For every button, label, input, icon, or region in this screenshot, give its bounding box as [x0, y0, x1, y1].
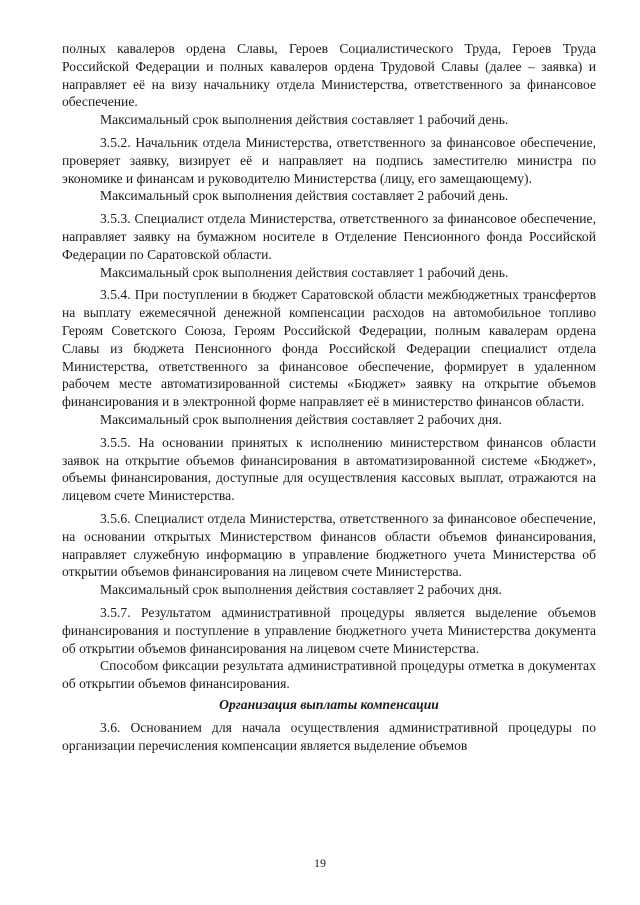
- paragraph-3-5-7: 3.5.7. Результатом административной процедуры является выделение объемов финансирования и поступление в управление бюджетного учета Министерства документа об открытии объемов финансирования на лицевом счете Министерства.: [62, 604, 596, 656]
- paragraph-fixation: Способом фиксации результата административной процедуры отметка в документах об открытии объемов финансирования.: [62, 658, 596, 692]
- paragraph-deadline-5: Максимальный срок выполнения действия составляет 2 рабочих дня.: [100, 582, 502, 598]
- paragraph-deadline-3: Максимальный срок выполнения действия составляет 1 рабочий день.: [100, 264, 509, 280]
- paragraph-continuation: полных кавалеров ордена Славы, Героев Социалистического Труда, Героев Труда Российской Федерации и полных кавалеров ордена Трудовой Славы (далее – заявка) и направляет её на визу начальнику отдела Министерства, ответственного за финансовое обеспечение.: [62, 41, 596, 110]
- paragraph-3-6: 3.6. Основанием для начала осуществления административной процедуры по организации перечисления компенсации является выделение объемов: [62, 719, 596, 753]
- paragraph-3-5-4: 3.5.4. При поступлении в бюджет Саратовской области межбюджетных трансфертов на выплату ежемесячной денежной компенсации расходов на автомобильное топливо Героям Советского Союза, Героям Российской Федерации, полным кавалерам ордена Славы из бюджета Пенсионного фонда Российской Федерации специалист отдела Министерства, ответственного за финансовое обеспечение, формирует в удаленном рабочем месте автоматизированной системы «Бюджет» заявку на открытие объемов финансирования и в электронной форме направляет её в министерство финансов области.: [62, 287, 596, 410]
- paragraph-3-5-3: 3.5.3. Специалист отдела Министерства, ответственного за финансовое обеспечение, направляет заявку на бумажном носителе в Отделение Пенсионного фонда Российской Федерации по Саратовской области.: [62, 211, 596, 262]
- section-heading: Организация выплаты компенсации: [219, 696, 439, 712]
- document-page: [62, 40, 596, 754]
- paragraph-3-5-2: 3.5.2. Начальник отдела Министерства, ответственного за финансовое обеспечение, проверяет заявку, визирует её и направляет на подпись заместителю министра по экономике и финансам и руководителю Министерства (лицу, его замещающему).: [62, 134, 596, 186]
- paragraph-deadline-2: Максимальный срок выполнения действия составляет 2 рабочий день.: [100, 188, 509, 204]
- page-number: 19: [314, 856, 326, 870]
- paragraph-3-5-5: 3.5.5. На основании принятых к исполнению министерством финансов области заявок на открытие объемов финансирования в автоматизированной системе «Бюджет», объемы финансирования, доступные для осуществления кассовых выплат, отражаются на лицевом счете Министерства.: [62, 434, 596, 504]
- paragraph-deadline-1: Максимальный срок выполнения действия составляет 1 рабочий день.: [100, 112, 509, 128]
- paragraph-deadline-4: Максимальный срок выполнения действия составляет 2 рабочих дня.: [100, 411, 502, 427]
- paragraph-3-5-6: 3.5.6. Специалист отдела Министерства, ответственного за финансовое обеспечение, на основании открытых Министерством финансов области объемов финансирования, направляет служебную информацию в управление бюджетного учета Министерства об открытии объемов финансирования на лицевом счете Министерства.: [62, 510, 596, 580]
